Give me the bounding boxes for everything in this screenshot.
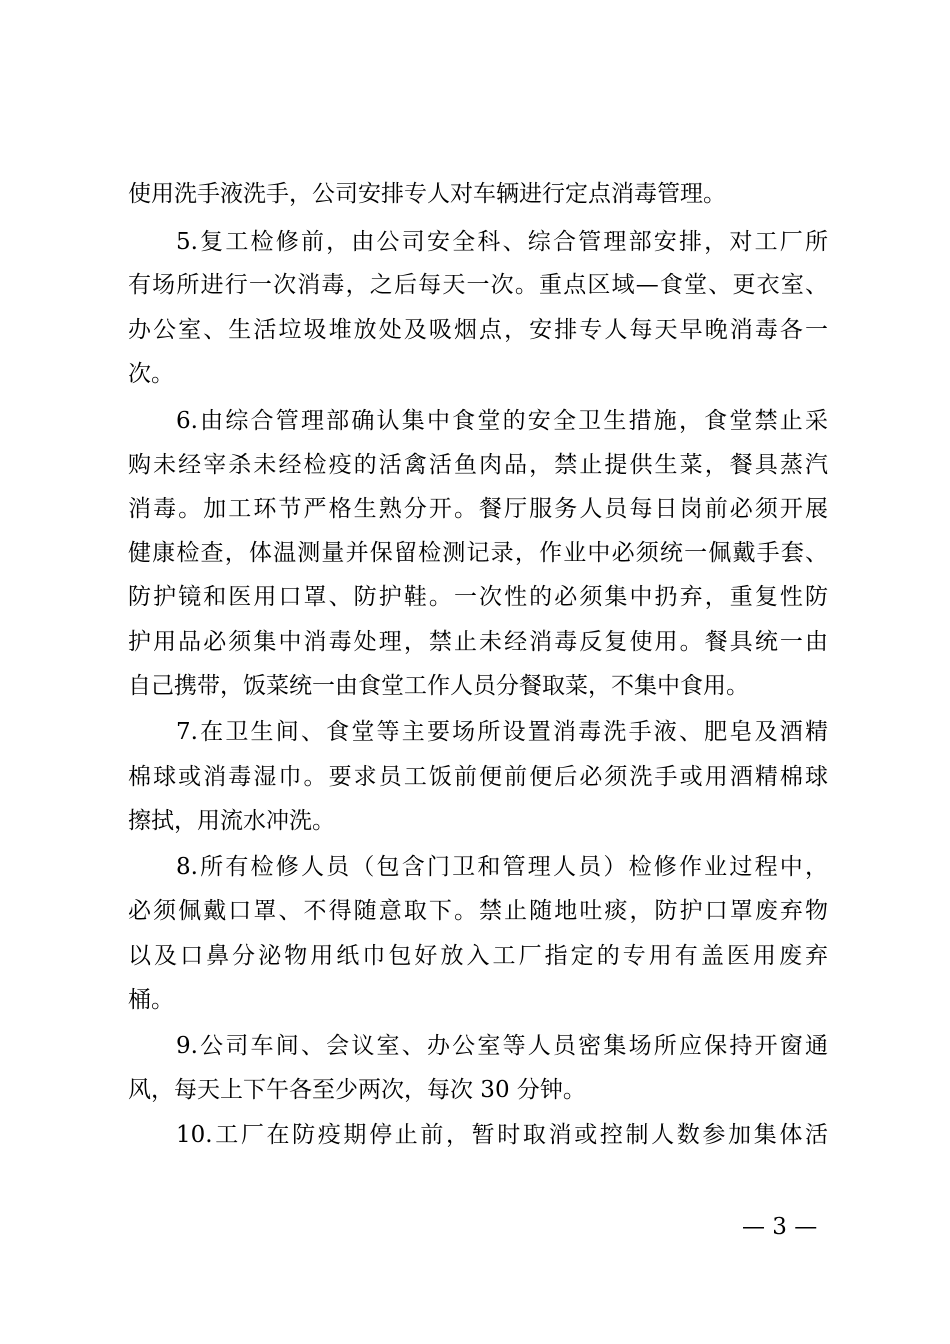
- paragraph-line: 使用洗手液洗手，公司安排专人对车辆进行定点消毒管理。: [128, 181, 726, 207]
- paragraph-line: 10.工厂在防疫期停止前，暂时取消或控制人数参加集体活: [176, 1122, 828, 1148]
- paragraph-line: 购未经宰杀未经检疫的活禽活鱼肉品，禁止提供生菜，餐具蒸汽: [128, 452, 828, 478]
- paragraph-line: 消毒。加工环节严格生熟分开。餐厅服务人员每日岗前必须开展: [128, 496, 828, 522]
- paragraph-line: 风，每天上下午各至少两次，每次 30 分钟。: [128, 1077, 586, 1103]
- paragraph-line: 擦拭，用流水冲洗。: [128, 808, 335, 834]
- paragraph-line: 次。: [128, 361, 174, 387]
- paragraph-line: 桶。: [128, 987, 174, 1013]
- paragraph-line: 防护镜和医用口罩、防护鞋。一次性的必须集中扔弃，重复性防: [128, 584, 828, 610]
- paragraph-line: 6.由综合管理部确认集中食堂的安全卫生措施，食堂禁止采: [176, 408, 828, 434]
- paragraph-line: 必须佩戴口罩、不得随意取下。禁止随地吐痰，防护口罩废弃物: [128, 898, 828, 924]
- paragraph-line: 5.复工检修前，由公司安全科、综合管理部安排，对工厂所: [176, 229, 828, 255]
- page-number: — 3 —: [742, 1214, 818, 1240]
- paragraph-line: 自己携带，饭菜统一由食堂工作人员分餐取菜，不集中食用。: [128, 673, 749, 699]
- paragraph-line: 护用品必须集中消毒处理，禁止未经消毒反复使用。餐具统一由: [128, 629, 828, 655]
- paragraph-line: 棉球或消毒湿巾。要求员工饭前便前便后必须洗手或用酒精棉球: [128, 764, 828, 790]
- paragraph-line: 办公室、生活垃圾堆放处及吸烟点，安排专人每天早晚消毒各一: [128, 317, 828, 343]
- paragraph-line: 9.公司车间、会议室、办公室等人员密集场所应保持开窗通: [176, 1033, 828, 1059]
- paragraph-line: 8.所有检修人员（包含门卫和管理人员）检修作业过程中，: [176, 854, 828, 880]
- paragraph-line: 以及口鼻分泌物用纸巾包好放入工厂指定的专用有盖医用废弃: [128, 943, 828, 969]
- paragraph-line: 7.在卫生间、食堂等主要场所设置消毒洗手液、肥皂及酒精: [176, 719, 828, 745]
- paragraph-line: 有场所进行一次消毒，之后每天一次。重点区域—食堂、更衣室、: [128, 272, 828, 298]
- paragraph-line: 健康检查，体温测量并保留检测记录，作业中必须统一佩戴手套、: [128, 540, 828, 566]
